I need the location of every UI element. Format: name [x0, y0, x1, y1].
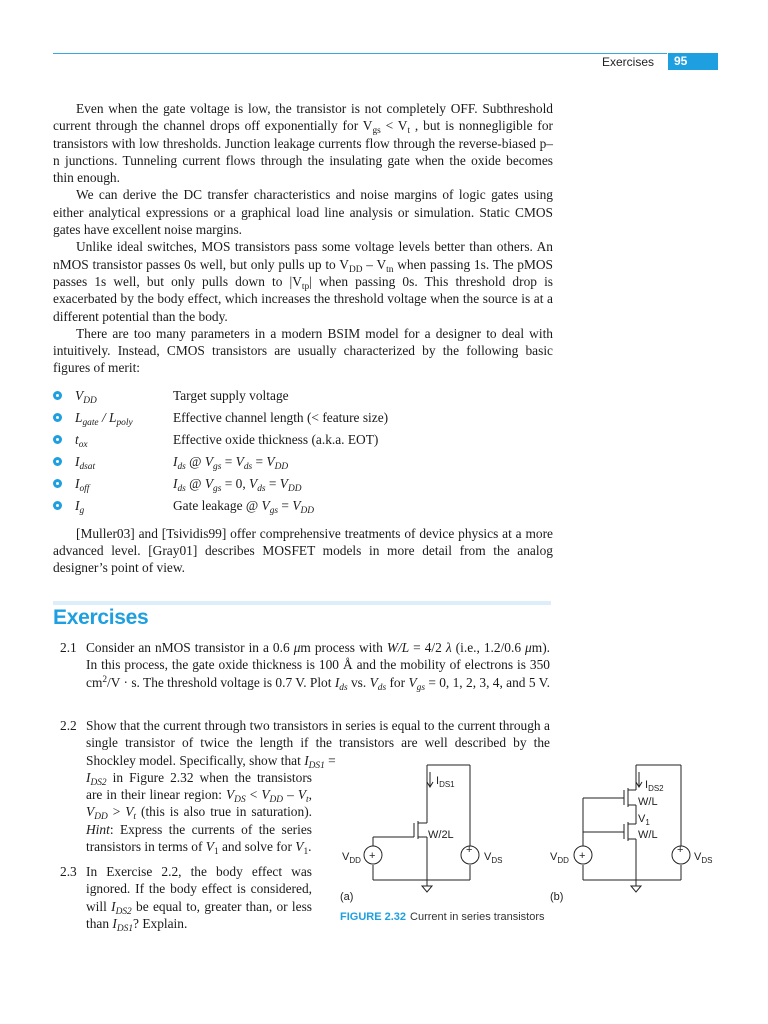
- exercise-2-3: [60, 863, 320, 933]
- transistor-size-b1: W/L: [638, 796, 658, 808]
- paragraph-noise-margins: We can derive the DC transfer characteristics and noise margins of logic gates using either analytical expressions or a graphical load line analysis or simulation. Static CMOS gates have excellent noise margins.: [53, 187, 553, 238]
- merit-description: $I_{ds}$ @ $V_{gs} = V_{ds} = V_{DD}$: [173, 453, 289, 472]
- paragraph-references: [Muller03] and [Tsividis99] offer comprehensive treatments of device physics at a more advanced level. [Gray01] describes MOSFET models in more detail from the analog designer’s point of view.: [53, 525, 553, 576]
- merit-item: [53, 451, 553, 473]
- ground-icon: [631, 886, 641, 892]
- merit-description: $I_{ds}$ @ $V_{gs} = 0$, $V_{ds} = V_{DD}$: [173, 475, 302, 494]
- subfigure-label-a: (a): [340, 891, 354, 903]
- figure-label: FIGURE 2.32: [340, 911, 407, 923]
- body-text: [53, 100, 553, 577]
- merit-description: Target supply voltage: [173, 387, 289, 403]
- paragraph-pass-levels: Unlike ideal switches, MOS transistors pass some voltage levels better than others. An nMOS transistor passes 0s well, but only pulls up to $V_{DD} - V_{tn}$ when passing 1s. The pMOS passes 1s well, but only pulls down to $|V_{tp}|$ when passing 0s. This threshold drop is exacerbated by the body effect, which increases the threshold voltage when the source is at a different potential than the body.: [53, 239, 553, 324]
- exercise-text-part: $I_{DS2}$ in Figure 2.32 when the transistors are in their linear region: $V_{DS} < V_{DD} - V_t$, $V_{DD} > V_t$ (this is also true in saturation). Hint: Express the currents of the series transistors in terms of $V_1$ and solve for $V_1$.: [86, 769, 313, 858]
- running-header: Exercises: [601, 55, 654, 69]
- merit-symbol: $I_{off}$: [75, 475, 90, 494]
- exercise-text-part: Show that the current through two transistors in series is equal to the current through a single transistor of twice the length if the transistors are well described by the Shockley model. Specifically, show that $I_{DS1}$ =: [86, 718, 550, 771]
- exercise-number: 2.2: [60, 718, 77, 733]
- section-heading: Exercises: [53, 606, 149, 629]
- exercise-text: In Exercise 2.2, the body effect was ignored. If the body effect is considered, will $I_{DS2}$ be equal to, greater than, or less than $I_{DS1}$? Explain.: [86, 864, 312, 934]
- bullet-icon: [53, 413, 62, 422]
- bullet-icon: [53, 457, 62, 466]
- vdd-label-b: $V_{DD}$: [550, 851, 569, 865]
- page-number: 95: [668, 53, 718, 70]
- figure-caption-text: Current in series transistors: [410, 911, 545, 923]
- svg-text:+: +: [369, 850, 376, 862]
- exercise-text: Consider an nMOS transistor in a 0.6 μm process with W/L = 4/2 λ (i.e., 1.2/0.6 μm). In this process, the gate oxide thickness is 100 Å and the mobility of electrons is 350 $cm^2/V \cdot s$. The threshold voltage is 0.7 V. Plot $I_{ds}$ vs. $V_{ds}$ for $V_{gs} = 0$, 1, 2, 3, 4, and 5 V.: [86, 640, 551, 693]
- merit-symbol: $I_{dsat}$: [75, 453, 96, 472]
- figure-2-32: [338, 760, 728, 930]
- vds-label-b: $V_{DS}$: [694, 851, 713, 865]
- subfigure-label-b: (b): [550, 891, 564, 903]
- paragraph-subthreshold: Even when the gate voltage is low, the transistor is not completely OFF. Subthreshold current through the channel drops off exponentially for $V_{gs} < V_t$ , but is nonnegligible for transistors with low thresholds. Junction leakage currents flow through the reverse-biased p–n junctions. Tunneling current flows through the insulating gate when the oxide becomes thin enough.: [53, 101, 553, 186]
- merit-item: [53, 429, 553, 451]
- circuit-diagram: [338, 760, 728, 910]
- transistor-size-b2: W/L: [638, 829, 658, 841]
- bullet-icon: [53, 435, 62, 444]
- bullet-icon: [53, 391, 62, 400]
- exercise-number: 2.3: [60, 864, 77, 879]
- merit-item: [53, 473, 553, 495]
- vds-label-a: $V_{DS}$: [484, 851, 503, 865]
- exercise-2-1: [60, 639, 550, 709]
- merit-symbol: $t_{ox}$: [75, 431, 88, 450]
- circuit-b: [574, 765, 690, 892]
- ids2-label: $I_{DS2}$: [645, 779, 664, 793]
- bullet-icon: [53, 479, 62, 488]
- merit-symbol: $I_g$: [75, 497, 85, 516]
- merit-symbol: $L_{gate} / L_{poly}$: [75, 409, 133, 428]
- bullet-icon: [53, 501, 62, 510]
- header-rule: [53, 53, 667, 54]
- merit-description: Gate leakage @ $V_{gs} = V_{DD}$: [173, 497, 315, 516]
- vdd-label-a: $V_{DD}$: [342, 851, 361, 865]
- merit-symbol: $V_{DD}$: [75, 387, 97, 406]
- svg-text:+: +: [579, 850, 586, 862]
- transistor-size-a: W/2L: [428, 829, 454, 841]
- merit-description: Effective channel length (< feature size): [173, 409, 389, 425]
- ground-icon: [422, 886, 432, 892]
- figures-of-merit-list: [53, 385, 553, 517]
- paragraph-figures-of-merit: There are too many parameters in a modern BSIM model for a designer to deal with intuitively. Instead, CMOS transistors are usually characterized by the following basic figures of merit:: [53, 325, 553, 376]
- merit-description: Effective oxide thickness (a.k.a. EOT): [173, 431, 379, 447]
- node-v1-label: $V_1$: [638, 813, 650, 827]
- merit-item: [53, 385, 553, 407]
- svg-text:+: +: [466, 844, 473, 856]
- svg-text:+: +: [677, 844, 684, 856]
- exercise-number: 2.1: [60, 640, 77, 655]
- figure-caption: [340, 910, 545, 924]
- merit-item: [53, 407, 553, 429]
- ids1-label: $I_{DS1}$: [436, 775, 455, 789]
- circuit-a: [364, 765, 479, 892]
- merit-item: [53, 495, 553, 517]
